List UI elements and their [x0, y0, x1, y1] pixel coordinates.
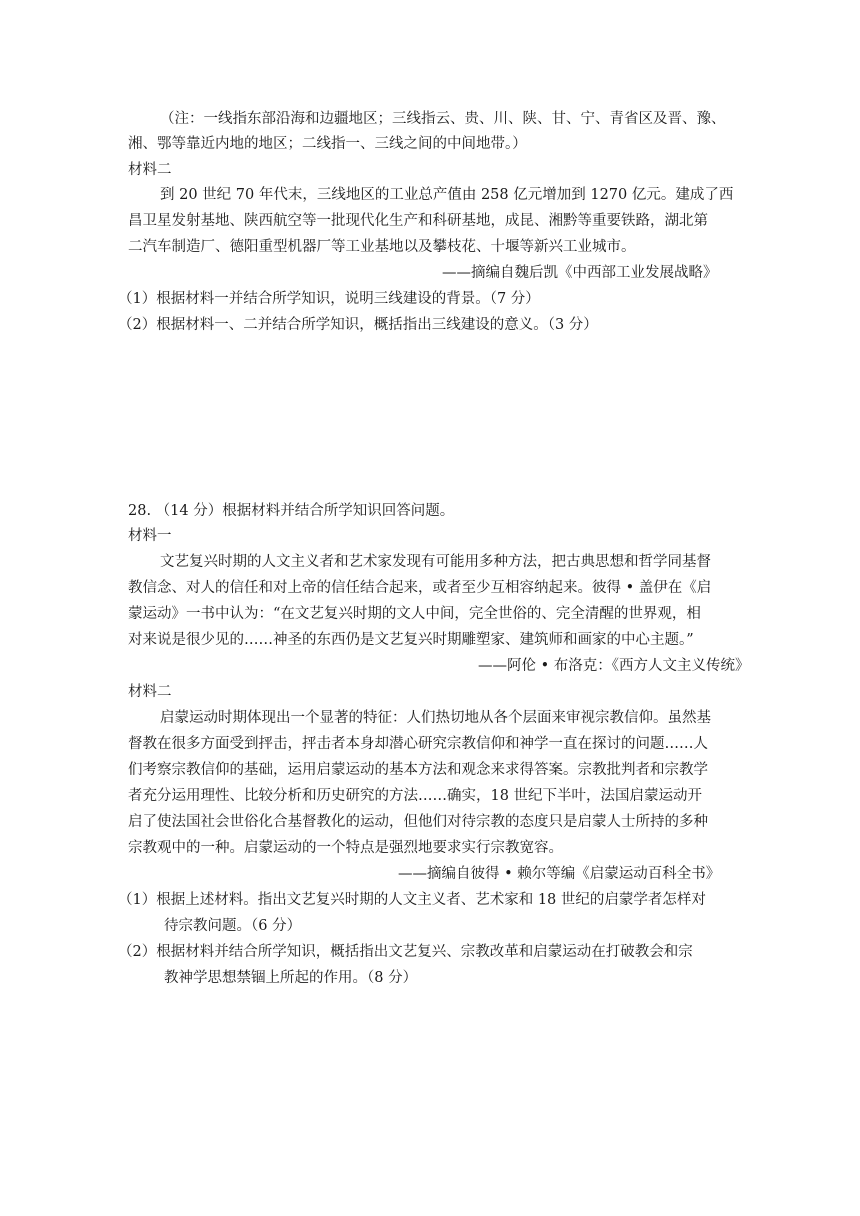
material-2-source: ——摘编自魏后凯《中西部工业发展战略》 — [442, 265, 718, 281]
material-2-text-line: 宗教观中的一种。启蒙运动的一个特点是强烈地要求实行宗教宽容。 — [128, 840, 563, 856]
material-1-text-line: 蒙运动》一书中认为：“在文艺复兴时期的文人中间，完全世俗的、完全清醒的世界观，相 — [128, 606, 701, 622]
question-2: （2）根据材料并结合所学知识，概括指出文艺复兴、宗教改革和启蒙运动在打破教会和宗 — [118, 944, 693, 960]
material-2-text-line: 者充分运用理性、比较分析和历史研究的方法……确实，18 世纪下半叶，法国启蒙运动开 — [128, 788, 703, 804]
note-line-2: 湘、鄂等靠近内地的地区；二线指一、三线之间的中间地带。） — [128, 136, 527, 152]
question-2: （2）根据材料一、二并结合所学知识，概括指出三线建设的意义。（3 分） — [118, 317, 598, 333]
material-2-text-line: 们考察宗教信仰的基础，运用启蒙运动的基本方法和观念来求得答案。宗教批判者和宗教学 — [128, 762, 708, 778]
question-1: （1）根据上述材料。指出文艺复兴时期的人文主义者、艺术家和 18 世纪的启蒙学者怎样对 — [118, 892, 706, 908]
material-1-text-line: 文艺复兴时期的人文主义者和艺术家发现有可能用多种方法，把古典思想和哲学同基督 — [160, 554, 711, 570]
material-2-text-line: 二汽车制造厂、德阳重型机器厂等工业基地以及攀枝花、十堰等新兴工业城市。 — [128, 239, 636, 255]
material-2-text-line: 昌卫星发射基地、陕西航空等一批现代化生产和科研基地，成昆、湘黔等重要铁路，湖北第 — [128, 213, 708, 229]
question-28-title: 28. （14 分）根据材料并结合所学知识回答问题。 — [128, 503, 455, 519]
material-2-text-line: 启了使法国社会世俗化合基督教化的运动，但他们对待宗教的态度只是启蒙人士所持的多种 — [128, 814, 708, 830]
material-1-heading: 材料一 — [128, 528, 172, 544]
note-line-1: （注：一线指东部沿海和边疆地区；三线指云、贵、川、陕、甘、宁、青省区及晋、豫、 — [160, 111, 726, 127]
material-1-text-line: 教信念、对人的信任和对上帝的信任结合起来，或者至少互相容纳起来。彼得 • 盖伊在《启 — [128, 580, 712, 596]
material-2-source: ——摘编自彼得 • 赖尔等编《启蒙运动百科全书》 — [398, 866, 721, 882]
material-2-heading: 材料二 — [128, 162, 172, 178]
material-2-text-line: 督教在很多方面受到抨击，抨击者本身却潜心研究宗教信仰和神学一直在探讨的问题……人 — [128, 736, 708, 752]
material-2-heading: 材料二 — [128, 684, 172, 700]
material-1-source: ——阿伦 • 布洛克：《西方人文主义传统》 — [478, 658, 750, 674]
material-2-text-line: 启蒙运动时期体现出一个显著的特征：人们热切地从各个层面来审视宗教信仰。虽然基 — [160, 710, 711, 726]
question-1-continued: 待宗教问题。（6 分） — [164, 918, 302, 934]
question-2-continued: 教神学思想禁锢上所起的作用。（8 分） — [164, 970, 418, 986]
question-1: （1）根据材料一并结合所学知识，说明三线建设的背景。（7 分） — [118, 291, 540, 307]
material-1-text-line: 对来说是很少见的……神圣的东西仍是文艺复兴时期雕塑家、建筑师和画家的中心主题。” — [128, 632, 694, 648]
material-2-text-line: 到 20 世纪 70 年代末，三线地区的工业总产值由 258 亿元增加到 1270 亿元。建成了西 — [160, 187, 734, 203]
